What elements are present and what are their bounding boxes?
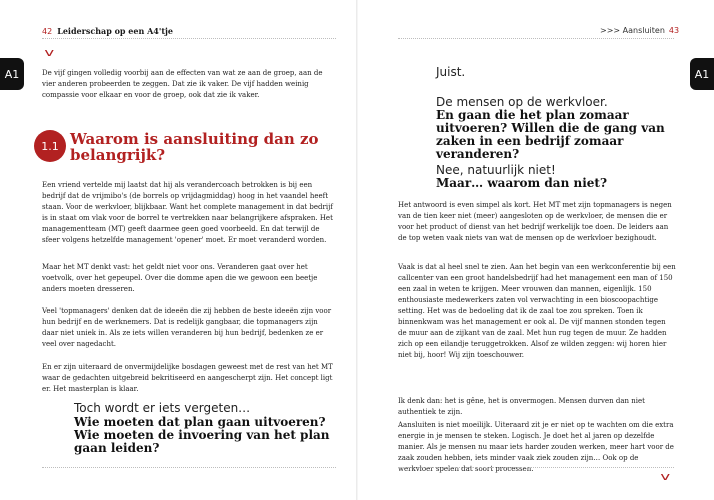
right-paragraph-2: Vaak is dat al heel snel te zien. Aan het begin van een werkconferentie bij een callcenter van een groot handelsbedrijf had het management een man of 150 een zaal in weten te krijgen. Meer vrouwen dan mannen, eigenlijk. 150 enthousiaste medewerkers zaten vol verwachting in een bioscoopachtige setting. Het was de bedoeling dat ik de zaal toe zou spreken. Toen ik binnenkwam was het management er ook al. De vijf mannen stonden tegen de muur aan de zijkant van de zaal. Met hun rug tegen de muur. Ze hadden zich op een eilandje teruggetrokken. Alsof ze wilden zeggen: wij horen hier niet bij, hoor! Wij zijn toeschouwer.: [398, 263, 676, 359]
right-chapter-tab: A1: [690, 58, 714, 90]
right-quote-2-bold: En gaan die het plan zomaar uitvoeren? Willen die de gang van zaken in een bedrijf zomaar veranderen?: [436, 108, 665, 161]
right-quote-2-lead: De mensen op de werkvloer.: [436, 95, 608, 109]
left-paragraph-1: Een vriend vertelde mij laatst dat hij als verandercoach betrokken is bij een bedrijf dat de vrijmibo's (de borrels op vrijdagmiddag) hoog in het vaandel heeft staan. Voor de werkvloer, blijkbaar. Want het complete management in dat bedrijf is in staat om vlak voor de borrel te vertrekken naar belangrijkere afspraken. Het managementteam (MT) geeft daarmee geen goed voorbeeld. En dat terwijl de sfeer volgens hetzelfde management 'opener' moet. Er moet veranderd worden.: [42, 181, 333, 244]
left-footer-rule: [42, 467, 336, 468]
right-paragraph-3: Ik denk dan: het is gêne, het is onvermogen. Mensen durven dan niet authentiek te zijn.: [398, 397, 645, 416]
section-number-badge: 1.1: [34, 130, 66, 162]
right-footer-rule: [398, 467, 674, 468]
left-quote-lead: Toch wordt er iets vergeten…: [74, 401, 251, 415]
right-running-title: >>> Aansluiten: [600, 26, 665, 35]
left-header-rule: [42, 38, 336, 39]
left-paragraph-4: En er zijn uiteraard de onvermijdelijke bosdagen geweest met de rest van het MT waar de gedachten uitgebreid bekritiseerd en aangescherpt zijn. Het concept ligt er. Het masterplan is klaar.: [42, 363, 333, 393]
right-quote-3-lead: Nee, natuurlijk niet!: [436, 163, 556, 177]
right-paragraph-4: Aansluiten is niet moeilijk. Uiteraard zit je er niet op te wachten om die extra energie in je mensen te steken. Logisch. Je doet het al jaren op dezelfde manier. Als je mensen nu maar iets harder zouden werken, meer hart voor de zaak zouden hebben, iets minder vaak ziek zouden zijn… Ook op de werkvloer spelen dat soort processen.: [398, 421, 674, 473]
right-header-rule: [398, 38, 674, 39]
chevron-down-icon: v: [660, 470, 671, 483]
left-quote-bold: Wie moeten dat plan gaan uitvoeren? Wie moeten de invoering van het plan gaan leiden?: [74, 415, 330, 455]
left-paragraph-3: Veel 'topmanagers' denken dat de ideeën die zij hebben de beste ideeën zijn voor hun bedrijf en de werknemers. Dat is redelijk gangbaar, die topmanagers zijn daar niet uniek in. Als ze iets willen veranderen bij hun bedrijf, bedenken ze er veel over nagedacht.: [42, 307, 332, 348]
right-quote-1: Juist.: [436, 65, 466, 79]
left-chapter-tab: A1: [0, 58, 24, 90]
right-paragraph-1: Het antwoord is even simpel als kort. Het MT met zijn topmanagers is negen van de tien keer niet (meer) aangesloten op de werkvloer, de mensen die er voor het product of dienst van het bedrijf werkelijk toe doen. De leiders aan de top weten vaak niets van wat de mensen op de werkvloer bezighoudt.: [398, 201, 672, 242]
chevron-down-icon: v: [44, 46, 55, 59]
book-gutter: [356, 0, 358, 500]
right-page-number: 43: [668, 26, 680, 35]
left-paragraph-2: Maar het MT denkt vast: het geldt niet voor ons. Veranderen gaat over het voetvolk, over het gepeupel. Over die domme apen die we gewoon een beetje anders moeten dresseren.: [42, 263, 318, 293]
left-running-header: [42, 26, 173, 36]
left-intro-paragraph: De vijf gingen volledig voorbij aan de effecten van wat ze aan de groep, aan de vier anderen probeerden te zeggen. Dat zie ik vaker. De vijf hadden weinig compassie voor elkaar en voor de groep, ook dat zie ik vaker.: [42, 69, 323, 99]
section-title: Waarom is aansluiting dan zo belangrijk?: [70, 130, 319, 164]
right-running-header: [600, 26, 679, 35]
right-quote-3-bold: Maar… waarom dan niet?: [436, 176, 607, 190]
left-page-number: 42: [42, 27, 53, 36]
left-running-title: Leiderschap op een A4'tje: [57, 26, 173, 36]
